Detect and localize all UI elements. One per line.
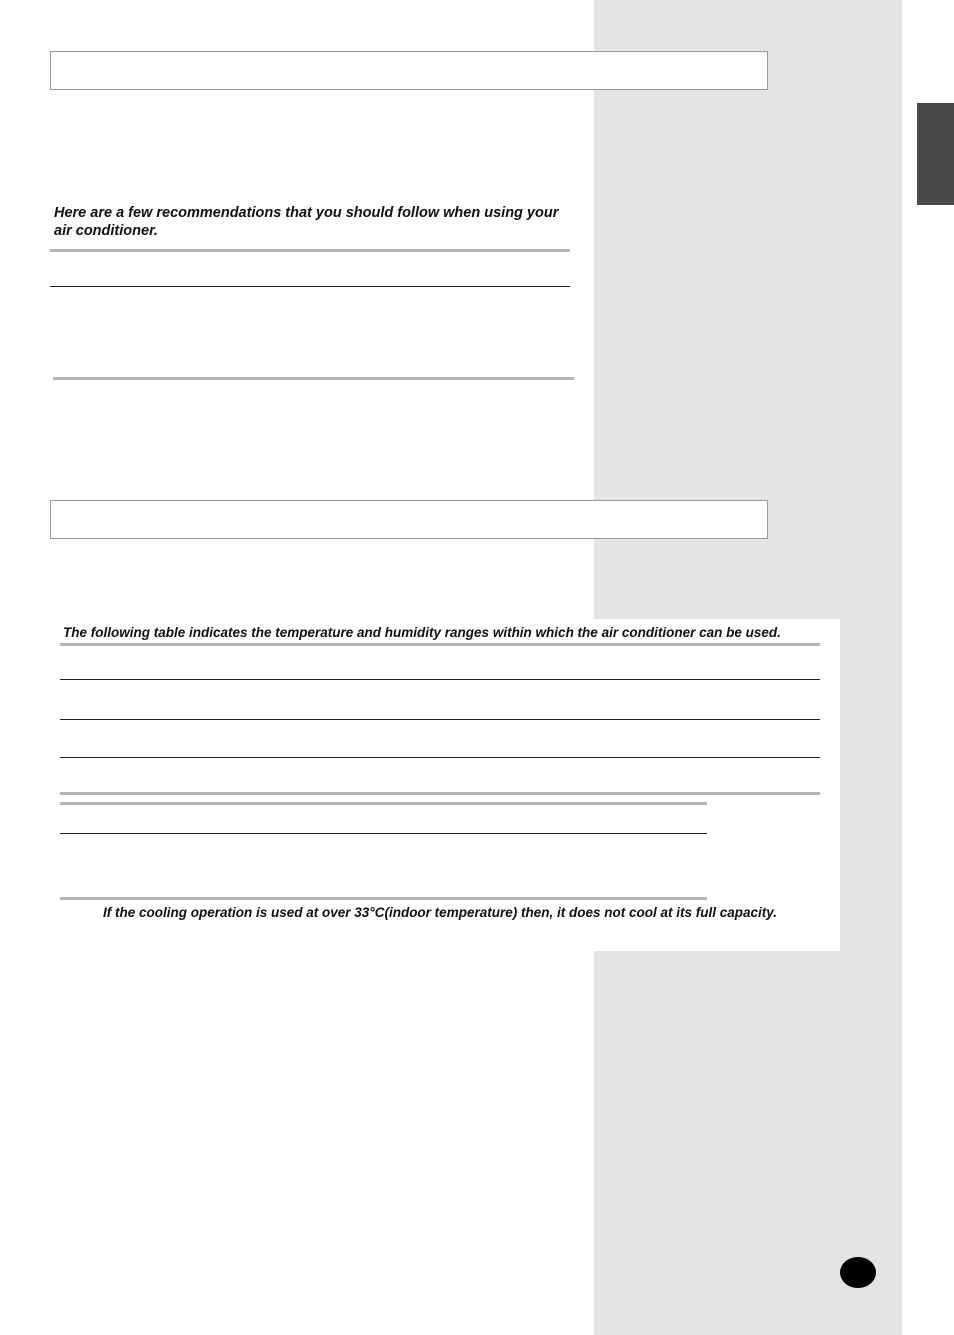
subtable-rule-bottom — [60, 897, 707, 900]
rule-top — [50, 249, 570, 252]
subtable-row-divider — [60, 833, 707, 834]
range-table-panel — [50, 619, 840, 951]
usage-intro-text: Here are a few recommendations that you should follow when using your air conditioner. — [54, 205, 559, 239]
rule-divider — [50, 286, 570, 287]
section-tab-marker — [917, 103, 954, 205]
table-row-divider — [60, 757, 820, 758]
page-number-badge — [840, 1257, 876, 1288]
cooling-footnote: If the cooling operation is used at over 33°C(indoor temperature) then, it does not cool at its full capacity. — [103, 905, 777, 920]
subtable-rule-top — [60, 802, 707, 805]
table-rule-bottom — [60, 792, 820, 795]
table-row-divider — [60, 719, 820, 720]
section-heading-box-usage — [50, 51, 768, 90]
table-rule-top — [60, 643, 820, 646]
rule-bottom — [53, 377, 574, 380]
table-row-divider — [60, 679, 820, 680]
range-table-caption: The following table indicates the temperature and humidity ranges within which the air conditioner can be used. — [63, 625, 781, 640]
section-heading-box-operating-range — [50, 500, 768, 539]
